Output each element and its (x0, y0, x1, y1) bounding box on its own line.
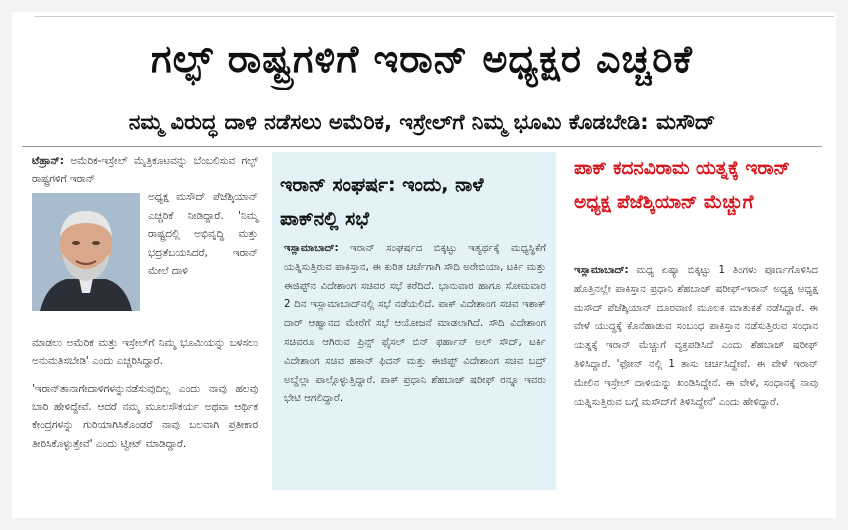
top-divider (34, 16, 834, 17)
main-story-intro-text: ಅಮೆರಿಕ-ಇಸ್ರೇಲ್ ಮೈತ್ರಿಕೂಟವನ್ನು ಬೆಂಬಲಿಸುವ ಗಲ್ಫ್ ರಾಷ್ಟ್ರಗಳಿಗೆ ಇರಾನ್ (32, 155, 258, 186)
main-story-intro (32, 152, 258, 188)
box-story-headline: ಇರಾನ್ ಸಂಘರ್ಷ: ಇಂದು, ನಾಳೆ ಪಾಕ್‌ನಲ್ಲಿ ಸಭೆ (280, 174, 484, 230)
president-photo (32, 193, 140, 311)
sub-headline: ನಮ್ಮ ವಿರುದ್ಧ ದಾಳಿ ನಡೆಸಲು ಅಮೆರಿಕ, ಇಸ್ರೇಲ್‌ಗೆ ನಿಮ್ಮ ಭೂಮಿ ಕೊಡಬೇಡಿ: ಮಸೌದ್ (128, 110, 716, 134)
right-story-headline: ಪಾಕ್ ಕದನವಿರಾಮ ಯತ್ನಕ್ಕೆ ಇರಾನ್ ಅಧ್ಯಕ್ಷ ಪೆಜೆಶ್ಕಿಯಾನ್ ಮೆಚ್ಚುಗೆ (574, 158, 790, 213)
main-story-after-photo: ಮಾಡಲು ಅಮೆರಿಕ ಮತ್ತು ಇಸ್ರೇಲ್‌ಗೆ ನಿಮ್ಮ ಭೂಮಿಯನ್ನು ಬಳಸಲು ಅನುಮತಿಸಬೇಡಿ' ಎಂದು ಎಚ್ಚರಿಸಿದ್ದಾರೆ. (32, 337, 258, 368)
main-story-side-text: ಅಧ್ಯಕ್ಷ ಮಸೌದ್ ಪೆಜೆಶ್ಕಿಯಾನ್ ಎಚ್ಚರಿಕೆ ನೀಡಿದ್ದಾರೆ. 'ನಿಮ್ಮ ರಾಷ್ಟ್ರದಲ್ಲಿ ಅಭಿವೃದ್ಧಿ ಮತ್ತು ಭದ್ರತೆಬಯಸಿದರೆ, ಇರಾನ್ ಮೇಲೆ ದಾಳಿ (148, 191, 258, 278)
main-story-paragraph-2: 'ಇರಾನ್‌ತಾನಾಗೇದಾಳಿಗಳನ್ನುನಡೆಸುವುದಿಲ್ಲ ಎಂದು ನಾವು ಹಲವು ಬಾರಿ ಹೇಳಿದ್ದೇವೆ. ಆದರೆ ನಮ್ಮ ಮೂಲಸೌಕರ್ಯ ಅಥವಾ ಆರ್ಥಿಕ ಕೇಂದ್ರಗಳನ್ನು ಗುರಿಯಾಗಿಸಿಕೊಂಡರೆ ನಾವು ಬಲವಾಗಿ ಪ್ರತೀಕಾರ ತೀರಿಸಿಕೊಳ್ಳುತ್ತೇವೆ' ಎಂದು ಟ್ವೀಟ್ ಮಾಡಿದ್ದಾರೆ. (32, 383, 258, 450)
right-story-dateline: ಇಸ್ಲಾಮಾಬಾದ್: (574, 265, 629, 276)
portrait-image (32, 193, 140, 311)
headline-divider (22, 146, 822, 147)
main-story-dateline: ಟೆಹ್ರಾನ್: (32, 155, 64, 167)
box-story-body (284, 240, 546, 409)
main-headline: ಗಲ್ಫ್ ರಾಷ್ಟ್ರಗಳಿಗೆ ಇರಾನ್ ಅಧ್ಯಕ್ಷರ ಎಚ್ಚರಿಕೆ (151, 37, 693, 81)
right-story-text: ಮಧ್ಯ ಏಷ್ಯಾ ಬಿಕ್ಕಟ್ಟು 1 ತಿಂಗಳು ಪೂರ್ಣಗೊಳಿಸಿದ ಹೊತ್ತಿನಲ್ಲೇ ಪಾಕಿಸ್ತಾನ ಪ್ರಧಾನಿ ಶೆಹಬಾಜ್ ಷರೀಫ್-ಇರಾನ್ ಅಧ್ಯಕ್ಷ ಅಧ್ಯಕ್ಷ ಮಸೌದ್ ಪೆಜೆಶ್ಕಿಯಾನ್ ದೂರವಾಣಿ ಮೂಲಕ ಮಾತುಕತೆ ನಡೆಸಿದ್ದಾರೆ. ಈ ವೇಳೆ ಯುದ್ಧಕ್ಕೆ ಕೊನೆಹಾಡುವ ಸಂಬಂಧ ಪಾಕಿಸ್ತಾನ ನಡೆಸುತ್ತಿರುವ ಸಂಧಾನ ಯತ್ನಕ್ಕೆ ಇರಾನ್ ಮೆಚ್ಚುಗೆ ವ್ಯಕ್ತಪಡಿಸಿದೆ ಎಂದು ಶೆಹಬಾಜ್ ಷರೀಫ್ ತಿಳಿಸಿದ್ದಾರೆ. 'ಫೋನ್ ನಲ್ಲಿ 1 ತಾಸು ಚರ್ಚಿಸಿದ್ದೇವೆ. ಈ ವೇಳೆ ಇರಾನ್ ಮೇಲಿನ ಇಸ್ರೇಲ್ ದಾಳಿಯನ್ನು ಖಂಡಿಸಿದ್ದೇನೆ. ಈ ವೇಳೆ, ಸಂಧಾನಕ್ಕೆ ನಾವು ಯತ್ನಿಸುತ್ತಿರುವ ಬಗ್ಗೆ ಮಸೌದ್‌ಗೆ ತಿಳಿಸಿದ್ದೇನೆ' ಎಂದು ಹೇಳಿದ್ದಾರೆ. (574, 265, 819, 408)
right-story-body (574, 262, 818, 412)
box-story-text: ಇರಾನ್ ಸಂಘರ್ಷದ ಬಿಕ್ಕಟ್ಟು ಇತ್ಯರ್ಥಕ್ಕೆ ಮಧ್ಯಸ್ಥಿಕೆಗೆ ಯತ್ನಿಸುತ್ತಿರುವ ಪಾಕಿಸ್ತಾನ, ಈ ಕುರಿತ ಚರ್ಚೆಗಾಗಿ ಸೌದಿ ಅರೇಬಿಯಾ, ಟರ್ಕಿ ಮತ್ತು ಈಜಿಪ್ಟ್‌ನ ವಿದೇಶಾಂಗ ಸಚಿವರ ಸಭೆ ಕರೆದಿದೆ. ಭಾನುವಾರ ಹಾಗೂ ಸೋಮವಾರ 2 ದಿನ ಇಸ್ಲಾಮಾಬಾದ್‌ನಲ್ಲಿ ಸಭೆ ನಡೆಯಲಿದೆ. ಪಾಕ್ ವಿದೇಶಾಂಗ ಸಚಿವ ಇಶಾಕ್ ದಾರ್ ಆಹ್ವಾನದ ಮೇರೆಗೆ ಸಭೆ ಆಯೋಜನೆ ಮಾಡಲಾಗಿದೆ. ಸೌದಿ ವಿದೇಶಾಂಗ ಸಚಿವರೂ ಆಗಿರುವ ಪ್ರಿನ್ಸ್ ಫೈಸಲ್ ಬಿನ್ ಫರ್ಹಾನ್ ಅಲ್ ಸೌದ್, ಟರ್ಕಿ ವಿದೇಶಾಂಗ ಸಚಿವ ಹಕಾನ್ ಫಿದನ್ ಮತ್ತು ಈಜಿಪ್ಟ್ ವಿದೇಶಾಂಗ ಸಚಿವ ಬದ್ರ್ ಅಬ್ದೆಲ್ಲಾ ಪಾಲ್ಗೊಳ್ಳುತ್ತಿದ್ದಾರೆ. ಪಾಕ್ ಪ್ರಧಾನಿ ಶೆಹಬಾಜ್ ಷರೀಫ್ ರನ್ನೂ ಇವರು ಭೇಟಿ ಆಗಲಿದ್ದಾರೆ. (284, 243, 546, 405)
box-story-dateline: ಇಸ್ಲಾಮಾಬಾದ್: (284, 243, 339, 254)
